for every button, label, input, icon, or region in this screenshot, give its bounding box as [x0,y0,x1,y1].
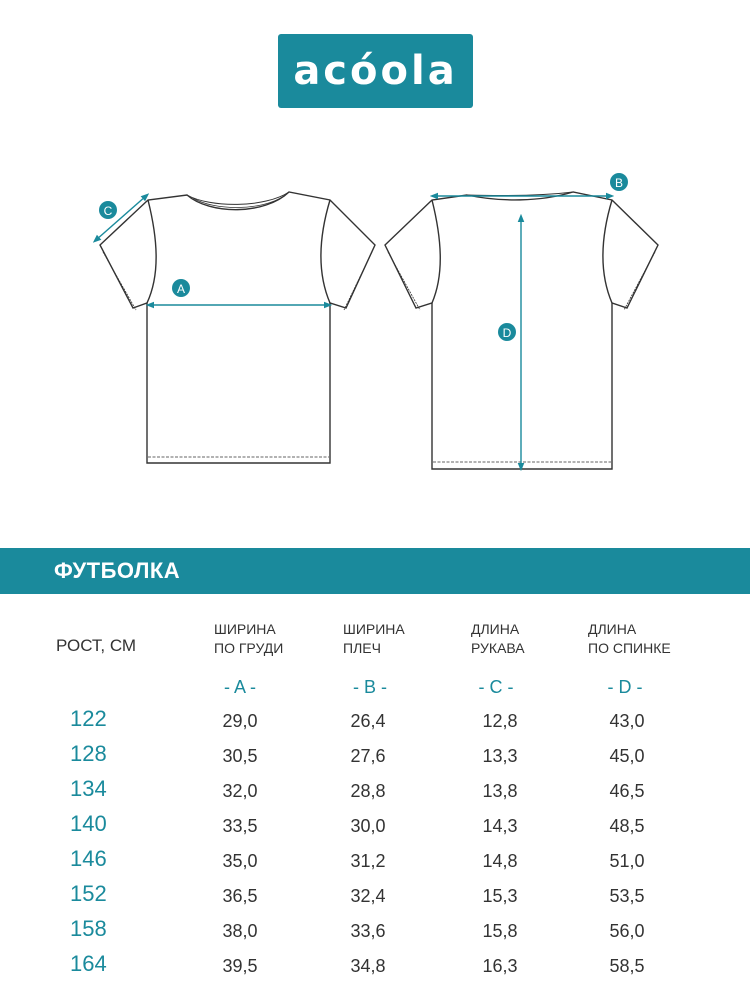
cell-back: 53,5 [609,886,645,906]
cell-sleeve: 14,3 [482,816,518,836]
cell-sleeve: 13,3 [482,746,518,766]
cell-chest: 38,0 [222,921,258,941]
column-header-shoulders-line2: ПЛЕЧ [343,640,381,656]
column-header-sleeve [471,620,525,658]
cell-back: 58,5 [609,956,645,976]
size-value: 146 [70,846,107,871]
row-header: РОСТ, СМ [56,636,137,655]
cell-shoulders: 34,8 [350,956,386,976]
size-value: 158 [70,916,107,941]
column-code-c: - C - [478,677,514,697]
cell-sleeve: 13,8 [482,781,518,801]
section-title: ФУТБОЛКА [54,558,181,583]
cell-shoulders: 28,8 [350,781,386,801]
column-header-chest-line1: ШИРИНА [214,621,276,637]
cell-sleeve: 15,3 [482,886,518,906]
size-value: 140 [70,811,107,836]
cell-chest: 39,5 [222,956,258,976]
size-value: 122 [70,706,107,731]
column-code-d: - D - [607,677,643,697]
cell-back: 43,0 [609,711,645,731]
column-header-shoulders [343,620,405,658]
tshirt-front [100,192,375,463]
brand-logo [278,34,473,108]
column-header-sleeve-line1: ДЛИНА [471,621,520,637]
cell-chest: 32,0 [222,781,258,801]
cell-sleeve: 14,8 [482,851,518,871]
cell-back: 46,5 [609,781,645,801]
brand-logo-text: acóola [293,48,458,94]
cell-back: 51,0 [609,851,645,871]
cell-shoulders: 30,0 [350,816,386,836]
column-header-chest [214,620,283,658]
cell-chest: 30,5 [222,746,258,766]
cell-chest: 36,5 [222,886,258,906]
section-header [0,548,750,594]
cell-chest: 35,0 [222,851,258,871]
size-value: 152 [70,881,107,906]
cell-back: 45,0 [609,746,645,766]
tshirt-diagram [0,150,750,480]
cell-shoulders: 31,2 [350,851,386,871]
label-a: A [176,282,186,296]
size-value: 128 [70,741,107,766]
cell-shoulders: 33,6 [350,921,386,941]
cell-chest: 33,5 [222,816,258,836]
cell-shoulders: 26,4 [350,711,386,731]
column-code-b: - B - [353,677,387,697]
size-value: 134 [70,776,107,801]
cell-back: 48,5 [609,816,645,836]
column-header-back-line1: ДЛИНА [588,621,637,637]
column-header-sleeve-line2: РУКАВА [471,640,525,656]
cell-chest: 29,0 [222,711,258,731]
label-d: D [502,326,512,340]
cell-shoulders: 32,4 [350,886,386,906]
label-b: B [614,176,624,190]
column-header-back-line2: ПО СПИНКЕ [588,640,671,656]
cell-sleeve: 16,3 [482,956,518,976]
column-header-back [588,620,671,658]
column-header-chest-line2: ПО ГРУДИ [214,640,284,656]
size-value: 164 [70,951,107,976]
column-code-a: - A - [223,677,256,697]
column-header-shoulders-line1: ШИРИНА [343,621,405,637]
label-c: C [103,204,113,218]
cell-shoulders: 27,6 [350,746,386,766]
cell-back: 56,0 [609,921,645,941]
cell-sleeve: 15,8 [482,921,518,941]
cell-sleeve: 12,8 [482,711,518,731]
